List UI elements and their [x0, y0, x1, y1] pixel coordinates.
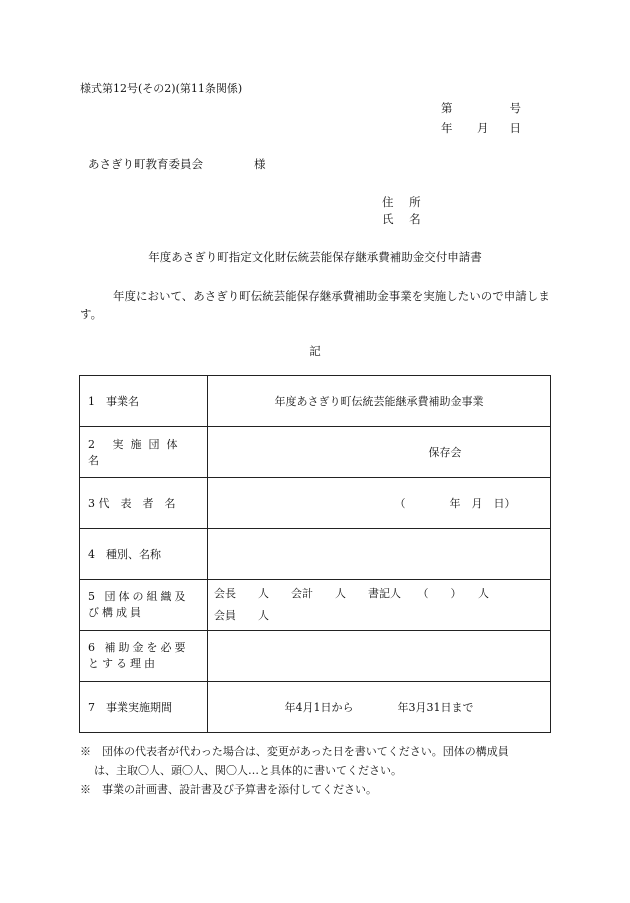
name-label: 氏 名	[382, 212, 427, 226]
row-value[interactable]: 年4月1日から 年3月31日まで	[208, 682, 551, 733]
address-label: 住 所	[382, 195, 427, 209]
row-value[interactable]: （ 年 月 日）	[208, 478, 551, 529]
note-1: ※ 団体の代表者が代わった場合は、変更があった日を書いてください。団体の構成員	[80, 745, 509, 758]
ki-heading: 記	[309, 344, 321, 358]
row-label: 1 事業名	[80, 376, 208, 427]
row-value[interactable]	[208, 580, 551, 631]
honorific: 様	[254, 157, 266, 171]
notes	[80, 742, 560, 799]
document-number-line	[441, 100, 521, 116]
table-row	[80, 376, 551, 427]
table-row	[80, 427, 551, 478]
addressee: あさぎり町教育委員会	[88, 157, 203, 171]
row-value[interactable]: 保存会	[208, 427, 551, 478]
table-row	[80, 682, 551, 733]
table-row	[80, 580, 551, 631]
date-year: 年	[441, 121, 453, 135]
row-value[interactable]	[208, 631, 551, 682]
date-day: 日	[509, 121, 521, 135]
document-title: 年度あさぎり町指定文化財伝統芸能保存継承費補助金交付申請書	[148, 250, 482, 264]
note-1-continued: は、主取〇人、頭〇人、関〇人…と具体的に書いてください。	[94, 764, 402, 777]
members-line-2: 会員 人	[214, 609, 269, 622]
row-label: 5 団体の組織及び構成員	[80, 580, 208, 631]
table-row	[80, 529, 551, 580]
row-label: 7 事業実施期間	[80, 682, 208, 733]
members-line-1: 会長 人 会計 人 書記人 （ ） 人	[214, 587, 489, 600]
application-table	[79, 375, 551, 733]
date-month: 月	[477, 121, 489, 135]
row-label: 4 種別、名称	[80, 529, 208, 580]
number-prefix: 第	[441, 101, 453, 115]
note-2: ※ 事業の計画書、設計書及び予算書を添付してください。	[80, 783, 377, 796]
application-statement: 年度において、あさぎり町伝統芸能保存継承費補助金事業を実施したいので申請します。	[80, 289, 550, 321]
form-identifier: 様式第12号(その2)(第11条関係)	[80, 82, 243, 95]
number-suffix: 号	[509, 101, 521, 115]
table-row	[80, 478, 551, 529]
row-label: 6 補助金を必要とする理由	[80, 631, 208, 682]
row-value[interactable]: 年度あさぎり町伝統芸能継承費補助金事業	[208, 376, 551, 427]
table-row	[80, 631, 551, 682]
row-label: 2 実施団体名	[80, 427, 208, 478]
row-value[interactable]	[208, 529, 551, 580]
row-label: 3 代 表 者 名	[80, 478, 208, 529]
